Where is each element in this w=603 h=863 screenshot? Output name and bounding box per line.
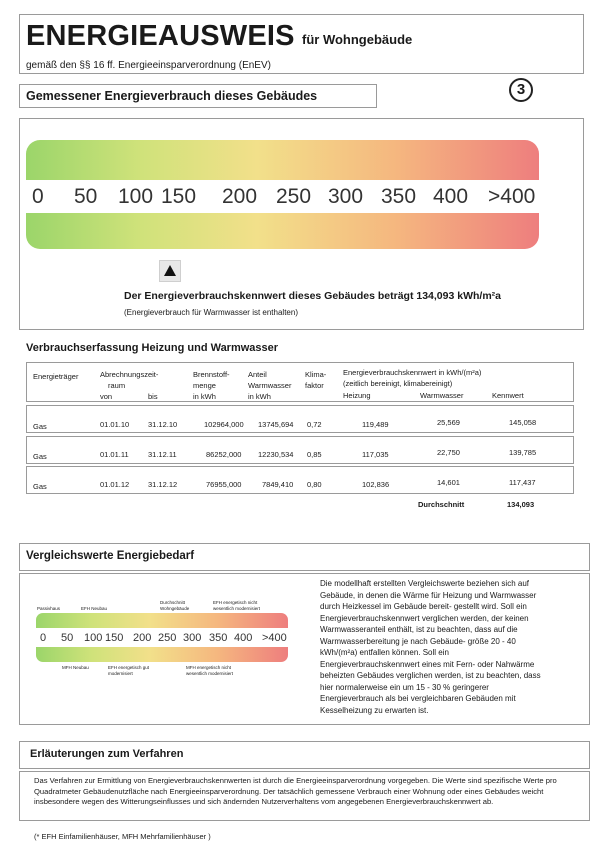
scale-label: 300	[328, 185, 364, 208]
scale-label: 0	[32, 185, 44, 208]
header-from: von	[100, 392, 113, 401]
row-from: 01.01.12	[100, 480, 130, 489]
comparison-band-top	[36, 613, 288, 628]
row-hotwater: 25,569	[437, 418, 460, 427]
row-ww: 12230,534	[258, 450, 294, 459]
row-to: 31.12.11	[148, 450, 177, 459]
scale-label: 350	[381, 185, 417, 208]
comparison-scale-label: 400	[234, 632, 253, 644]
consumption-section-title: Verbrauchserfassung Heizung und Warmwasser	[26, 342, 279, 354]
measured-section-title: Gemessener Energieverbrauch dieses Gebäudes	[26, 89, 318, 103]
header-kv-1: Energieverbrauchskennwert in kWh/(m²a)	[343, 368, 482, 377]
explanation-section-title: Erläuterungen zum Verfahren	[30, 748, 184, 760]
header-heating: Heizung	[343, 391, 371, 400]
comparison-scale-label: 50	[61, 632, 74, 644]
row-to: 31.12.10	[148, 420, 178, 429]
row-value: 117,437	[509, 478, 536, 487]
law-reference: gemäß den §§ 16 ff. Energieeinsparverordnung (EnEV)	[26, 60, 271, 71]
row-from: 01.01.11	[100, 450, 129, 459]
average-value: 134,093	[507, 500, 535, 509]
scale-label: 100	[118, 185, 154, 208]
header-value: Kennwert	[492, 391, 524, 400]
header-fuel-2: menge	[193, 381, 216, 390]
comparison-scale-label: 150	[105, 632, 124, 644]
scale-band-top	[26, 140, 539, 180]
scale-label: 50	[74, 185, 98, 208]
comparison-scale-label: 0	[40, 632, 47, 644]
scale-label: 400	[433, 185, 469, 208]
average-label: Durchschnitt	[418, 500, 465, 509]
row-value: 139,785	[509, 448, 537, 457]
row-from: 01.01.10	[100, 420, 130, 429]
page-number-badge: 3	[509, 78, 533, 102]
comparison-label-top: EFH energetisch nicht wesentlich modernisiert	[213, 600, 261, 611]
row-ww: 13745,694	[258, 420, 294, 429]
row-heating: 102,836	[362, 480, 390, 489]
row-hotwater: 14,601	[437, 478, 460, 487]
scale-band-bottom	[26, 213, 539, 249]
header-kv-2: (zeitlich bereinigt, klimabereinigt)	[343, 379, 453, 388]
comparison-scale-label: 300	[183, 632, 202, 644]
scale-label: >400	[488, 185, 536, 208]
header-ww-3: in kWh	[248, 392, 271, 401]
comparison-section-title: Vergleichswerte Energiebedarf	[26, 550, 195, 562]
header-climate-2: faktor	[305, 381, 324, 390]
comparison-label-bottom: MFH energetisch nicht wesentlich modernisiert	[186, 665, 234, 676]
scale-label: 250	[276, 185, 312, 208]
scale-labels	[26, 185, 556, 207]
row-climate: 0,85	[307, 450, 322, 459]
footnote: (* EFH Einfamilienhäuser, MFH Mehrfamilienhäuser )	[34, 832, 211, 841]
row-heating: 119,489	[362, 420, 389, 429]
header-fuel-3: in kWh	[193, 392, 216, 401]
row-carrier: Gas	[33, 482, 47, 491]
row-hotwater: 22,750	[437, 448, 460, 457]
triangle-marker-icon	[160, 261, 180, 281]
comparison-scale-label: 250	[158, 632, 177, 644]
result-text: Der Energieverbrauchskennwert dieses Gebäudes beträgt 134,093 kWh/m²a	[124, 290, 501, 302]
row-value: 145,058	[509, 418, 537, 427]
row-carrier: Gas	[33, 452, 47, 461]
row-fuel: 102964,000	[204, 420, 244, 429]
row-climate: 0,80	[307, 480, 322, 489]
comparison-paragraph: Die modellhaft erstellten Vergleichswerte beziehen sich auf Gebäude, in denen die Wärme für Heizung und Warmwasser durch Heizkessel im Gebäude bereit- gestellt wird. Soll ein Energieverbrauchskennwert verglichen werden, der keinen Warmwasseranteil enthält, ist zu beachten, dass auf die Warmwasserbereitung je nach Gebäude- größe 20 - 40 kWh/(m²a) entfallen können. Soll ein Energieverbrauchskennwert eines mit Fern- oder Nahwärme beheizten Gebäudes verglichen werden, ist zu beachten, dass hier normalerweise ein um 15 - 30 % geringerer Energieverbrauch als bei vergleichbaren Gebäuden mit Kesselheizung zu erwarten ist.	[320, 579, 541, 715]
header-to: bis	[148, 392, 158, 401]
header-ww-1: Anteil	[248, 370, 267, 379]
marker-box	[159, 260, 181, 282]
comparison-band-bottom	[36, 647, 288, 662]
scale-label: 150	[161, 185, 197, 208]
header-ww-2: Warmwasser	[248, 381, 292, 390]
comparison-label-bottom: EFH energetisch gut modernisiert	[108, 665, 150, 676]
row-fuel: 76955,000	[206, 480, 242, 489]
scale-label: 200	[222, 185, 258, 208]
row-climate: 0,72	[307, 420, 322, 429]
header-carrier: Energieträger	[33, 372, 79, 381]
comparison-label-top: Durchschnitt Wohngebäude	[160, 600, 190, 611]
comparison-label-bottom: MFH Neubau	[62, 665, 89, 670]
header-climate-1: Klima-	[305, 370, 327, 379]
document-subtitle: für Wohngebäude	[302, 32, 413, 47]
comparison-scale-label: >400	[262, 632, 287, 644]
row-carrier: Gas	[33, 422, 47, 431]
row-fuel: 86252,000	[206, 450, 242, 459]
header-period-2: raum	[108, 381, 126, 390]
result-note: (Energieverbrauch für Warmwasser ist enthalten)	[124, 308, 298, 317]
comparison-scale-label: 100	[84, 632, 103, 644]
comparison-scale-label: 350	[209, 632, 228, 644]
header-period: Abrechnungszeit-	[100, 370, 159, 379]
header-hotwater: Warmwasser	[420, 391, 464, 400]
document-title: ENERGIEAUSWEIS	[26, 20, 295, 52]
explanation-paragraph: Das Verfahren zur Ermittlung von Energieverbrauchskennwerten ist durch die Energieeinsparverordnung vorgegeben. Die Werte sind spezifische Werte pro Quadratmeter Gebäudenutzfläche nach Energieeinsparverordnung. Der tatsächlich gemessene Verbrauch einer Wohnung oder eines Gebäudes weicht insbesondere wegen des Witterungseinflusses und sich ändernden Nutzerverhaltens vom angegebenen Energieverbrauchskennwert ab.	[34, 776, 557, 806]
header-fuel-1: Brennstoff-	[193, 370, 230, 379]
row-heating: 117,035	[362, 450, 389, 459]
row-ww: 7849,410	[262, 480, 294, 489]
comparison-scale-labels	[36, 632, 288, 646]
comparison-scale-label: 200	[133, 632, 152, 644]
comparison-label-top: EFH Neubau	[81, 606, 108, 611]
row-to: 31.12.12	[148, 480, 178, 489]
comparison-label-top: Passivhaus	[37, 606, 61, 611]
